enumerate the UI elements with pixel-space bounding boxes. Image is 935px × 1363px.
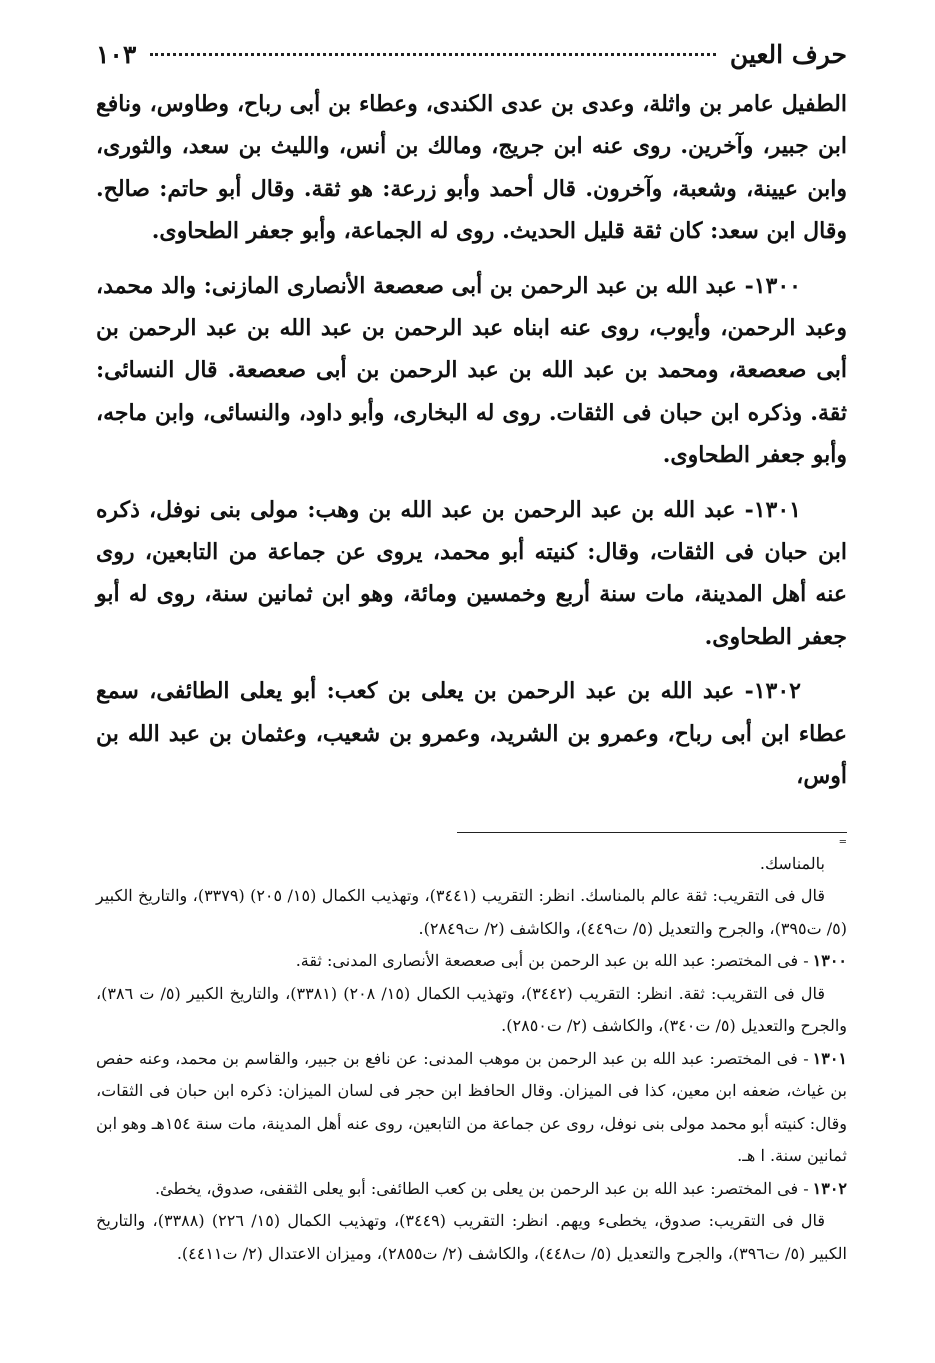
footnote-line bbox=[96, 848, 847, 881]
footnote-separator bbox=[96, 810, 847, 848]
footnote-text: - فى المختصر: عبد الله بن عبد الرحمن بن موهب المدنى: عن نافع بن جبير، والقاسم بن محمد، وعنه حفص بن غياث، ضعفه ابن معين، كذا فى الميزان. وقال الحافظ ابن حجر فى لسان الميزان: ذكره ابن حبان فى الثقات، وقال: كنيته أبو محمد مولى بنى نوفل، روى عن جماعة من التابعين، روى عنه أهل المدينة، مات سنة ١٥٤هـ وهو ابن ثمانين سنة. ا هـ. bbox=[96, 1048, 847, 1165]
footnote-1302 bbox=[96, 1173, 847, 1206]
footnote-line bbox=[96, 880, 847, 945]
footnote-1300 bbox=[96, 945, 847, 978]
footnotes bbox=[96, 848, 847, 1271]
footnote-1301 bbox=[96, 1043, 847, 1173]
leader-dots bbox=[150, 53, 716, 56]
section-title: حرف العين bbox=[729, 40, 847, 69]
footnote-number: ١٣٠٢ bbox=[812, 1178, 847, 1198]
footnote-number: ١٣٠٠ bbox=[812, 951, 847, 970]
footnote-line bbox=[96, 978, 847, 1043]
footnote-text: قال فى التقريب: ثقة عالم بالمناسك. انظر: التقريب (٣٤٤١)، وتهذيب الكمال (١٥/ ٢٠٥) (٣٣٧٩)، والتاريخ الكبير (٥/ ت٣٩٥)، والجرح والتعديل (٥/ ت٤٤٩)، والكاشف (٢/ ت٢٨٤٩). bbox=[96, 886, 847, 938]
separator-line bbox=[457, 832, 847, 833]
page-number: ١٠٣ bbox=[96, 40, 137, 69]
footnote-text: قال فى التقريب: ثقة. انظر: التقريب (٣٤٤٢)، وتهذيب الكمال (١٥/ ٢٠٨) (٣٣٨١)، والتاريخ الكبير (٥/ ت ٣٨٦)، والجرح والتعديل (٥/ ت٣٤٠)، والكاشف (٢/ ت٢٨٥٠). bbox=[96, 983, 847, 1035]
entry-1300: ١٣٠٠- عبد الله بن عبد الرحمن بن أبى صعصعة الأنصارى المازنى: والد محمد، وعبد الرحمن، وأيوب، روى عنه ابناه عبد الرحمن بن عبد الله بن عبد الرحمن بن أبى صعصعة، ومحمد بن عبد الله بن عبد الرحمن بن أبى صعصعة. قال النسائى: ثقة. وذكره ابن حبان فى الثقات. روى له البخارى، وأبو داود، والنسائى، وابن ماجه، وأبو جعفر الطحاوى. bbox=[96, 272, 848, 469]
entry-1301: ١٣٠١- عبد الله بن عبد الرحمن بن عبد الله بن وهب: مولى بنى نوفل، ذكره ابن حبان فى الثقات، وقال: كنيته أبو محمد، يروى عن جماعة من التابعين، روى عنه أهل المدينة، مات سنة أربع وخمسين ومائة، وهو ابن ثمانين سنة، روى له أبو جعفر الطحاوى. bbox=[96, 496, 847, 650]
separator-mark: = bbox=[838, 836, 847, 848]
footnote-text: - فى المختصر: عبد الله بن عبد الرحمن بن أبى صعصعة الأنصارى المدنى: ثقة. bbox=[295, 951, 809, 970]
footnote-number: ١٣٠١ bbox=[812, 1048, 847, 1068]
continuation-paragraph: الطفيل عامر بن واثلة، وعدى بن عدى الكندى، وعطاء بن أبى رباح، وطاوس، ونافع ابن جبير، وآخرين. روى عنه ابن جريج، ومالك بن أنس، والليث بن سعد، والثورى، وابن عيينة، وشعبة، وآخرون. قال أحمد وأبو زرعة: هو ثقة. وقال أبو حاتم: صالح. وقال ابن سعد: كان ثقة قليل الحديث. روى له الجماعة، وأبو جعفر الطحاوى. bbox=[96, 91, 847, 245]
running-header bbox=[96, 40, 847, 69]
main-text bbox=[96, 83, 847, 798]
footnote-text: بالمناسك. bbox=[759, 853, 825, 873]
footnote-line bbox=[96, 1205, 847, 1270]
footnote-text: قال فى التقريب: صدوق، يخطىء ويهم. انظر: التقريب (٣٤٤٩)، وتهذيب الكمال (١٥/ ٢٢٦) (٣٣٨٨)، والتاريخ الكبير (٥/ ت٣٩٦)، والجرح والتعديل (٥/ ت٤٤٨)، والكاشف (٢/ ت٢٨٥٥)، وميزان الاعتدال (٢/ ت٤٤١١). bbox=[96, 1211, 847, 1263]
footnote-text: - فى المختصر: عبد الله بن عبد الرحمن بن يعلى بن كعب الطائفى: أبو يعلى الثقفى، صدوق، يخطئ. bbox=[154, 1178, 809, 1198]
entry-1302: ١٣٠٢- عبد الله بن عبد الرحمن بن يعلى بن كعب: أبو يعلى الطائفى، سمع عطاء ابن أبى رباح، وعمرو بن الشريد، وعمرو بن شعيب، وعثمان بن عبد الله بن أوس، bbox=[96, 678, 847, 790]
